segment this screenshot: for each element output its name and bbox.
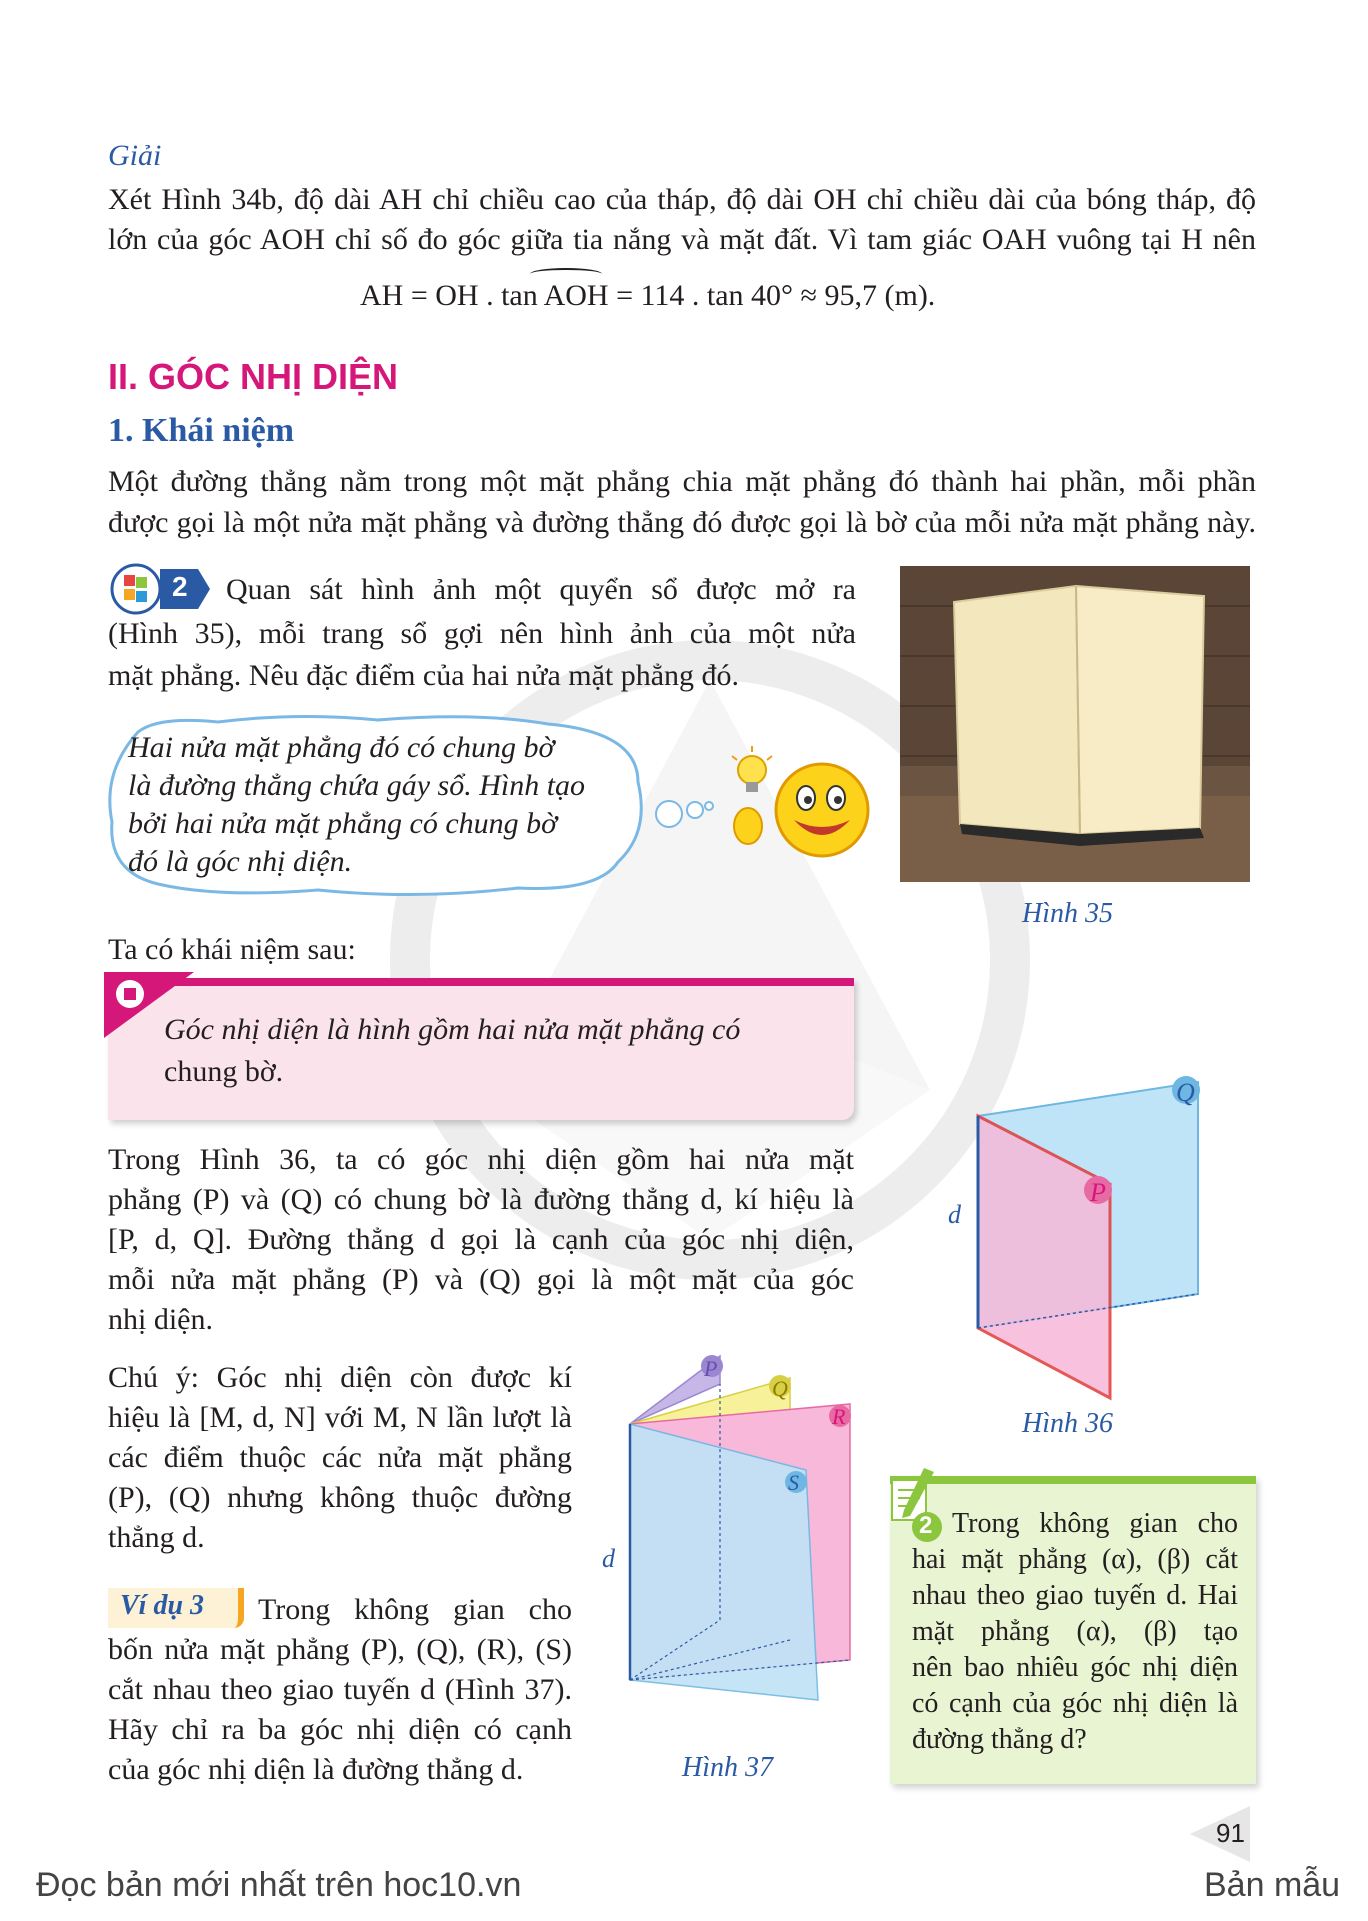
page-number: 91 (1216, 1818, 1245, 1848)
practice-line-7: đường thẳng d? (912, 1724, 1087, 1755)
activity-badge (110, 563, 214, 615)
example-line-4: Hãy chỉ ra ba góc nhị diện có cạnh (108, 1713, 572, 1746)
note-line-5: thẳng d. (108, 1521, 205, 1554)
fig37-label-s: S (788, 1470, 799, 1495)
thought-line-3: bởi hai nửa mặt phẳng có chung bờ (128, 807, 558, 840)
definition-line-2: chung bờ. (164, 1055, 284, 1088)
definition-line-1 (164, 1010, 740, 1050)
formula: AH = OH . tan AOH = 114 . tan 40° ≈ 95,7 (m). (360, 279, 936, 312)
fig37-label-q: Q (772, 1376, 788, 1401)
example-line-1: Trong không gian cho (258, 1593, 572, 1626)
fig36-diagram (930, 1066, 1220, 1406)
fig35-caption: Hình 35 (1022, 898, 1113, 929)
para36-line-5: nhị diện. (108, 1303, 213, 1336)
activity-line-2: (Hình 35), mỗi trang sổ gợi nên hình ảnh của một nửa (108, 617, 856, 650)
example-line-5: của góc nhị diện là đường thẳng d. (108, 1753, 524, 1786)
practice-line-6: có cạnh của góc nhị diện là (912, 1688, 1238, 1719)
activity-line-1: Quan sát hình ảnh một quyển sổ được mở ra (226, 573, 856, 606)
thought-line-2: là đường thẳng chứa gáy sổ. Hình tạo (128, 769, 586, 802)
intro-line-1: Một đường thẳng nằm trong một mặt phẳng chia mặt phẳng đó thành hai phần, mỗi phần (108, 465, 1256, 498)
activity-number: 2 (172, 571, 188, 602)
thought-dots (655, 790, 715, 830)
angle-arc-mark (530, 268, 602, 280)
fig37-label-d: d (602, 1544, 615, 1573)
para36-line-4: mỗi nửa mặt phẳng (P) và (Q) gọi là một mặt của góc (108, 1263, 854, 1296)
smiley-lightbulb-icon (722, 742, 882, 862)
subsection-title: 1. Khái niệm (108, 412, 295, 449)
para36-line-3: [P, d, Q]. Đường thẳng d gọi là cạnh của góc nhị diện, (108, 1223, 854, 1256)
note-line-3: các điểm thuộc các nửa mặt phẳng (108, 1441, 572, 1474)
para36-line-1: Trong Hình 36, ta có góc nhị diện gồm hai nửa mặt (108, 1143, 854, 1176)
fig37-diagram (600, 1340, 860, 1740)
thought-line-1: Hai nửa mặt phẳng đó có chung bờ (128, 731, 555, 764)
fig36-label-q: Q (1176, 1078, 1195, 1107)
practice-line-4: mặt phẳng (α), (β) tạo (912, 1616, 1238, 1647)
fig36-caption: Hình 36 (1022, 1408, 1113, 1439)
example-tag-label: Ví dụ 3 (120, 1590, 205, 1621)
solution-line-2: lớn của góc AOH chỉ số đo góc giữa tia nắng và mặt đất. Vì tam giác OAH vuông tại H nên (108, 223, 1256, 256)
footer-link[interactable]: Đọc bản mới nhất trên hoc10.vn (36, 1866, 522, 1904)
solution-label: Giải (108, 139, 162, 172)
activity-line-3: mặt phẳng. Nêu đặc điểm của hai nửa mặt phẳng đó. (108, 659, 740, 692)
example-line-3: cắt nhau theo giao tuyến d (Hình 37). (108, 1673, 572, 1706)
para36-line-2: phẳng (P) và (Q) có chung bờ là đường thẳng d, kí hiệu là (108, 1183, 854, 1216)
notebook-photo (900, 566, 1250, 882)
section-title: II. GÓC NHỊ DIỆN (108, 356, 399, 397)
fig37-caption: Hình 37 (682, 1752, 773, 1783)
note-line-2: hiệu là [M, d, N] với M, N lần lượt là (108, 1401, 572, 1434)
activity-icon (110, 563, 214, 615)
practice-line-5: nên bao nhiêu góc nhị diện (912, 1652, 1238, 1683)
note-line-1 (108, 1358, 572, 1398)
intro-line-2: được gọi là một nửa mặt phẳng và đường thẳng đó được gọi là bờ của mỗi nửa mặt phẳng này. (108, 506, 1256, 539)
practice-line-1: Trong không gian cho (952, 1508, 1238, 1539)
fig36-label-p: P (1090, 1178, 1106, 1207)
example-line-2: bốn nửa mặt phẳng (P), (Q), (R), (S) (108, 1633, 572, 1666)
thought-line-4: đó là góc nhị diện. (128, 845, 353, 878)
fig36-label-d: d (948, 1200, 961, 1229)
concept-intro: Ta có khái niệm sau: (108, 933, 356, 966)
definition-term: Góc nhị diện là hình gồm hai nửa mặt phẳng có (164, 1013, 741, 1046)
fig37-label-p: P (704, 1356, 718, 1381)
note-text-1: Chú ý: Góc nhị diện còn được kí (108, 1361, 572, 1394)
solution-line-1: Xét Hình 34b, độ dài AH chỉ chiều cao của tháp, độ dài OH chỉ chiều dài của bóng tháp, độ (108, 183, 1256, 216)
practice-number: 2 (919, 1512, 933, 1539)
practice-line-2: hai mặt phẳng (α), (β) cắt (912, 1544, 1238, 1575)
practice-line-3: nhau theo giao tuyến d. Hai (912, 1580, 1238, 1611)
fig37-label-r: R (832, 1404, 846, 1429)
note-line-4: (P), (Q) nhưng không thuộc đường (108, 1481, 572, 1514)
footer-sample-label: Bản mẫu (1204, 1866, 1341, 1904)
